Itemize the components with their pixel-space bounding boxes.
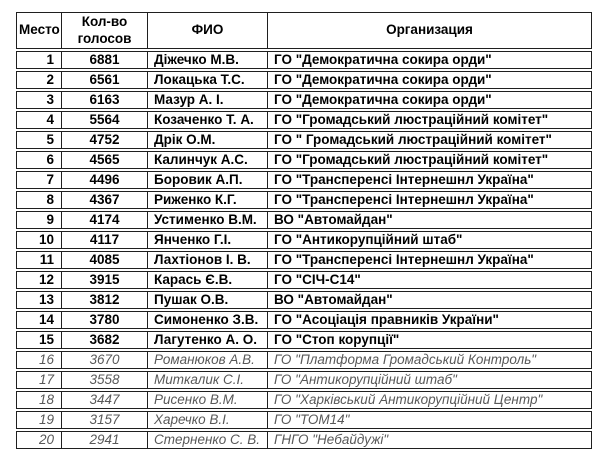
cell-votes: 4565 — [61, 151, 147, 169]
cell-org: ГО " Громадський люстраційний комітет" — [267, 131, 592, 149]
cell-votes: 3670 — [61, 351, 147, 369]
cell-votes: 3157 — [61, 411, 147, 429]
cell-votes: 5564 — [61, 111, 147, 129]
cell-place: 11 — [16, 251, 61, 269]
cell-place: 19 — [16, 411, 61, 429]
cell-votes: 4117 — [61, 231, 147, 249]
cell-org: ГО "Стоп корупції" — [267, 331, 592, 349]
cell-votes: 3447 — [61, 391, 147, 409]
table-row — [16, 331, 592, 349]
cell-votes: 2941 — [61, 431, 147, 449]
cell-place: 8 — [16, 191, 61, 209]
table-row — [16, 411, 592, 429]
cell-name: Карась Є.В. — [147, 271, 267, 289]
results-table-header — [16, 12, 592, 49]
cell-name: Устименко В.М. — [147, 211, 267, 229]
cell-votes: 4085 — [61, 251, 147, 269]
table-row — [16, 231, 592, 249]
cell-place: 20 — [16, 431, 61, 449]
cell-name: Миткалик С.І. — [147, 371, 267, 389]
cell-votes: 3812 — [61, 291, 147, 309]
cell-name: Харечко В.І. — [147, 411, 267, 429]
table-row — [16, 191, 592, 209]
cell-votes: 4367 — [61, 191, 147, 209]
table-row — [16, 291, 592, 309]
cell-place: 1 — [16, 51, 61, 69]
cell-name: Романюков А.В. — [147, 351, 267, 369]
results-table — [16, 10, 592, 451]
cell-name: Діжечко М.В. — [147, 51, 267, 69]
cell-name: Боровик А.П. — [147, 171, 267, 189]
cell-place: 18 — [16, 391, 61, 409]
cell-name: Рисенко В.М. — [147, 391, 267, 409]
cell-votes: 4174 — [61, 211, 147, 229]
column-header-name: ФИО — [147, 12, 267, 49]
cell-org: ГНГО "Небайдужі" — [267, 431, 592, 449]
cell-place: 10 — [16, 231, 61, 249]
cell-org: ГО "Демократична сокира орди" — [267, 51, 592, 69]
cell-place: 9 — [16, 211, 61, 229]
cell-place: 13 — [16, 291, 61, 309]
cell-org: ГО "СІЧ-С14" — [267, 271, 592, 289]
table-row — [16, 91, 592, 109]
cell-name: Стерненко С. В. — [147, 431, 267, 449]
cell-org: ВО "Автомайдан" — [267, 291, 592, 309]
cell-org: ГО "Демократична сокира орди" — [267, 91, 592, 109]
cell-name: Локацька Т.С. — [147, 71, 267, 89]
cell-place: 6 — [16, 151, 61, 169]
table-row — [16, 211, 592, 229]
column-header-votes: Кол-во голосов — [61, 12, 147, 49]
cell-org: ГО "Трансперенсі Інтернешнл Україна" — [267, 171, 592, 189]
cell-name: Козаченко Т. А. — [147, 111, 267, 129]
table-row — [16, 51, 592, 69]
cell-name: Мазур А. І. — [147, 91, 267, 109]
header-row — [16, 12, 592, 49]
cell-name: Риженко К.Г. — [147, 191, 267, 209]
table-row — [16, 371, 592, 389]
cell-name: Калинчук А.С. — [147, 151, 267, 169]
cell-place: 7 — [16, 171, 61, 189]
cell-votes: 3558 — [61, 371, 147, 389]
table-row — [16, 391, 592, 409]
cell-place: 3 — [16, 91, 61, 109]
cell-org: ГО "Платформа Громадський Контроль" — [267, 351, 592, 369]
table-row — [16, 131, 592, 149]
cell-org: ВО "Автомайдан" — [267, 211, 592, 229]
cell-votes: 6881 — [61, 51, 147, 69]
cell-org: ГО "Антикорупційний штаб" — [267, 231, 592, 249]
cell-votes: 6163 — [61, 91, 147, 109]
cell-votes: 6561 — [61, 71, 147, 89]
cell-votes: 4496 — [61, 171, 147, 189]
cell-name: Симоненко З.В. — [147, 311, 267, 329]
cell-place: 14 — [16, 311, 61, 329]
table-row — [16, 431, 592, 449]
table-row — [16, 351, 592, 369]
table-row — [16, 151, 592, 169]
cell-org: ГО "ТОМ14" — [267, 411, 592, 429]
cell-org: ГО "Громадський люстраційний комітет" — [267, 111, 592, 129]
cell-org: ГО "Трансперенсі Інтернешнл Україна" — [267, 251, 592, 269]
cell-name: Пушак О.В. — [147, 291, 267, 309]
cell-name: Лагутенко А. О. — [147, 331, 267, 349]
column-header-organization: Организация — [267, 12, 592, 49]
cell-org: ГО "Демократична сокира орди" — [267, 71, 592, 89]
cell-place: 16 — [16, 351, 61, 369]
cell-place: 12 — [16, 271, 61, 289]
cell-name: Дрік О.М. — [147, 131, 267, 149]
table-row — [16, 251, 592, 269]
table-row — [16, 71, 592, 89]
cell-org: ГО "Харківський Антикорупційний Центр" — [267, 391, 592, 409]
cell-org: ГО "Трансперенсі Інтернешнл Україна" — [267, 191, 592, 209]
cell-votes: 3682 — [61, 331, 147, 349]
results-table-body — [16, 51, 592, 449]
cell-place: 4 — [16, 111, 61, 129]
column-header-place: Место — [16, 12, 61, 49]
cell-name: Лахтіонов І. В. — [147, 251, 267, 269]
cell-org: ГО "Асоціація правників України" — [267, 311, 592, 329]
cell-name: Янченко Г.І. — [147, 231, 267, 249]
cell-org: ГО "Антикорупційний штаб" — [267, 371, 592, 389]
cell-place: 17 — [16, 371, 61, 389]
cell-votes: 3780 — [61, 311, 147, 329]
cell-org: ГО "Громадський люстраційний комітет" — [267, 151, 592, 169]
cell-place: 15 — [16, 331, 61, 349]
cell-votes: 3915 — [61, 271, 147, 289]
table-row — [16, 271, 592, 289]
cell-place: 2 — [16, 71, 61, 89]
cell-place: 5 — [16, 131, 61, 149]
cell-votes: 4752 — [61, 131, 147, 149]
table-row — [16, 311, 592, 329]
table-row — [16, 111, 592, 129]
table-row — [16, 171, 592, 189]
